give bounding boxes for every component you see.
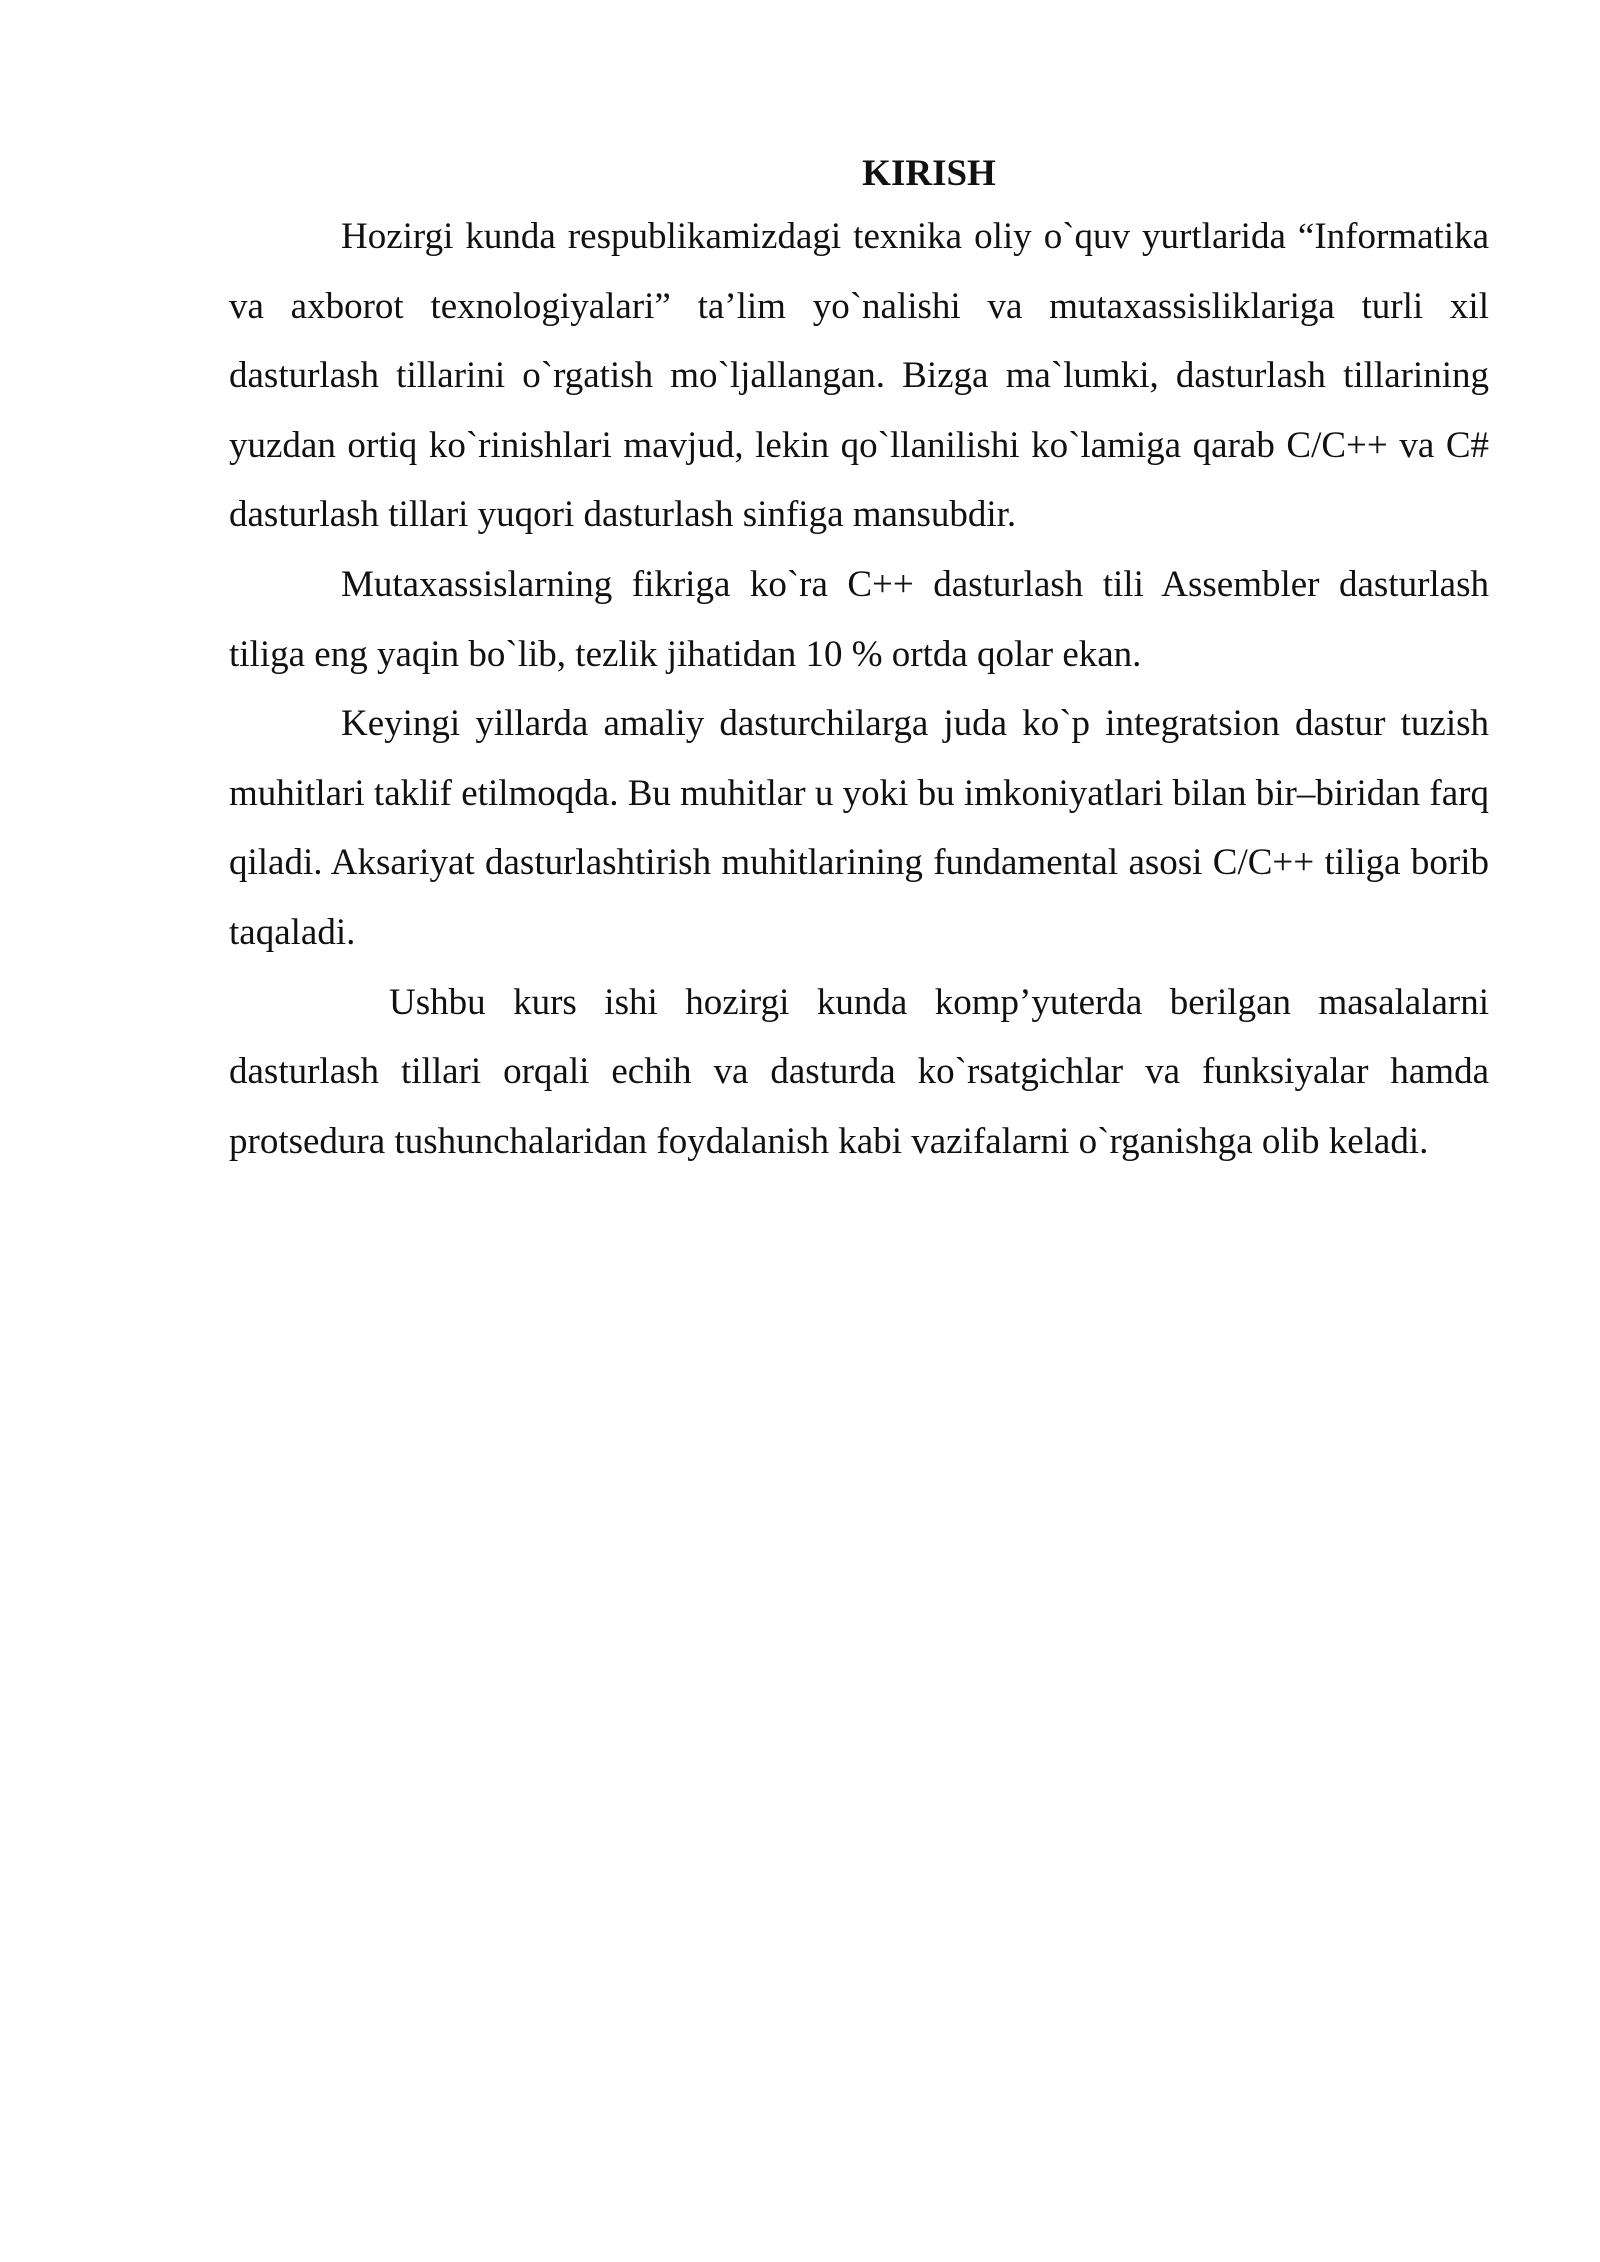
paragraph-4: Ushbu kurs ishi hozirgi kunda komp’yuterda berilgan masalalarni dasturlash tillari orqali echih va dasturda ko`rsatgichlar va funksiyalar hamda protsedura tushunchalaridan foydalanish kabi vazifalarni o`rganishga olib keladi. [229,981,1489,1162]
paragraph-2: Mutaxassislarning fikriga ko`ra C++ dasturlash tili Assembler dasturlash tiliga eng yaqin bo`lib, tezlik jihatidan 10 % ortda qolar ekan. [229,563,1489,675]
paragraph-1: Hozirgi kunda respublikamizdagi texnika oliy o`quv yurtlarida “Informatika va axborot texnologiyalari” ta’lim yo`nalishi va mutaxassisliklariga turli xil dasturlash tillarini o`rgatish mo`ljallangan. Bizga ma`lumki, dasturlash tillarining yuzdan ortiq ko`rinishlari mavjud, lekin qo`llanilishi ko`lamiga qarab C/C++ va C# dasturlash tillari yuqori dasturlash sinfiga mansubdir. [229,216,1489,536]
paragraph-3: Keyingi yillarda amaliy dasturchilarga juda ko`p integratsion dastur tuzish muhitlari taklif etilmoqda. Bu muhitlar u yoki bu imkoniyatlari bilan bir–biridan farq qiladi. Aksariyat dasturlashtirish muhitlarining fundamental asosi C/C++ tiliga borib taqaladi. [229,703,1489,953]
page-title: KIRISH [862,153,996,194]
document-body [229,146,1489,1176]
